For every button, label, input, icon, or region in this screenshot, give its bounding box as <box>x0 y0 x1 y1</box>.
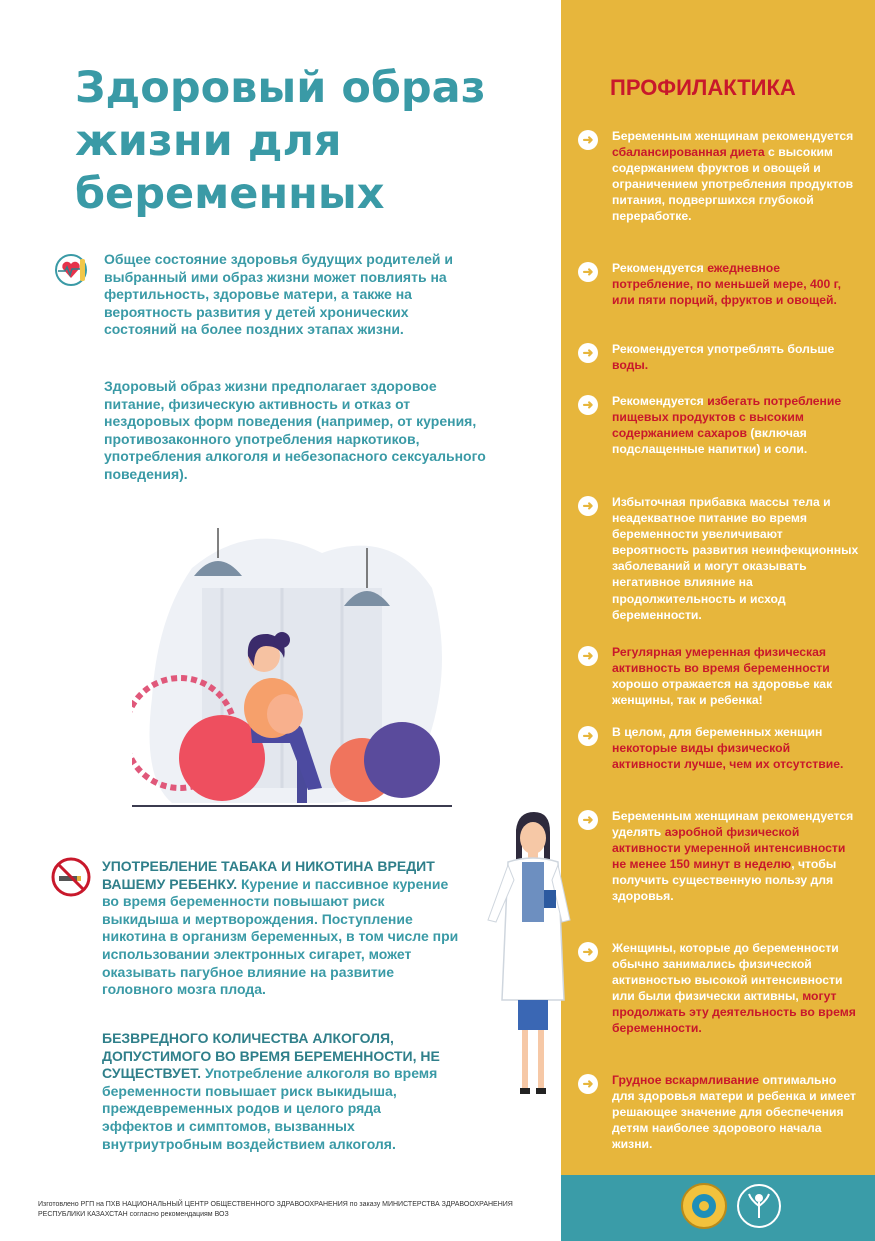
highlight-text: избегать потребление пищевых продуктов с высоким содержанием сахаров <box>612 394 842 441</box>
alcohol-heading: БЕЗВРЕДНОГО КОЛИЧЕСТВА АЛКОГОЛЯ, ДОПУСТИМОГО ВО ВРЕМЯ БЕРЕМЕННОСТИ, НЕ СУЩЕСТВУЕТ. <box>102 1030 440 1082</box>
prevention-item-text <box>612 808 862 905</box>
item-text: Беременным женщинам рекомендуется <box>612 129 854 143</box>
arrow-icon: ➜ <box>578 262 598 282</box>
health-center-logo-icon <box>735 1182 783 1230</box>
tobacco-body: Курение и пассивное курение во время беременности повышают риск выкидыша и мертворождения. Поступление никотина в организм беременных, в том числе при использовании электронных сигарет, может оказывать пагубное влияние на развитие головного мозга плода. <box>102 875 459 998</box>
prevention-item-text <box>612 341 862 373</box>
item-text: Рекомендуется <box>612 394 708 408</box>
arrow-icon: ➜ <box>578 1074 598 1094</box>
highlight-text: аэробной физической активности умеренной интенсивности не менее 150 минут в неделю <box>612 825 846 872</box>
arrow-icon: ➜ <box>578 395 598 415</box>
highlight-text: сбалансированная диета <box>612 145 765 160</box>
intro-paragraph-1: Общее состояние здоровья будущих родителей и выбранный ими образ жизни может повлиять на фертильность, здоровье матери, а также на вероятность развития у детей хронических состояний на более поздних этапах жизни. <box>104 251 453 338</box>
pregnant-woman-fitball-illustration <box>132 528 452 818</box>
tobacco-paragraph <box>102 858 460 999</box>
item-text: Женщины, которые до беременности обычно занимались физической активностью высокой интенсивности или были физически активны, <box>612 941 843 1004</box>
tobacco-heading: УПОТРЕБЛЕНИЕ ТАБАКА И НИКОТИНА ВРЕДИТ ВАШЕМУ РЕБЕНКУ. <box>102 858 435 892</box>
prevention-item-text <box>612 644 862 708</box>
item-text: Беременным женщинам рекомендуется уделять <box>612 809 854 840</box>
arrow-icon: ➜ <box>578 130 598 150</box>
prevention-item-text <box>612 393 862 457</box>
item-text: Рекомендуется <box>612 261 708 275</box>
prevention-item-text <box>612 260 862 308</box>
prevention-item-text <box>612 128 862 225</box>
prevention-title: ПРОФИЛАКТИКА <box>610 75 796 100</box>
highlight-text: некоторые виды физической активности лучше, чем их отсутствие. <box>612 741 844 772</box>
highlight-text: ежедневное потребление, по меньшей мере, 400 г, или пяти порций, фруктов и овощей. <box>612 261 842 308</box>
no-smoking-icon <box>50 856 92 898</box>
item-text: (включая подслащенные напитки) и соли. <box>612 426 808 457</box>
arrow-icon: ➜ <box>578 810 598 830</box>
highlight-text: Грудное вскармливание <box>612 1073 760 1087</box>
alcohol-paragraph <box>102 1030 442 1153</box>
heart-scale-icon <box>54 253 88 287</box>
page-title: Здоровый образ жизни для беременных <box>75 63 486 219</box>
item-text: Рекомендуется употреблять больше <box>612 342 835 356</box>
highlight-text: могут продолжать эту деятельность во время беременности. <box>612 989 856 1036</box>
item-text: , чтобы получить существенную пользу для здоровья. <box>612 857 837 904</box>
item-text: хорошо отражается на здоровье как женщины, так и ребенка! <box>612 677 833 708</box>
footer-note: Изготовлено РГП на ПХВ НАЦИОНАЛЬНЫЙ ЦЕНТР ОБЩЕСТВЕННОГО ЗДРАВООХРАНЕНИЯ по заказу МИНИСТЕРСТВА ЗДРАВООХРАНЕНИЯ РЕСПУБЛИКИ КАЗАХСТАН согласно рекомендациям ВОЗ <box>38 1201 513 1218</box>
kazakhstan-emblem-icon <box>680 1182 728 1230</box>
item-text: В целом, для беременных женщин <box>612 725 823 739</box>
intro-paragraph-2: Здоровый образ жизни предполагает здоровое питание, физическую активность и отказ от нездоровых форм поведения (например, от курения, противозаконного употребления наркотиков, употребления алкоголя и небезопасного сексуального поведения). <box>104 378 486 482</box>
highlight-text: Регулярная умеренная физическая активность во время беременности <box>612 645 830 676</box>
arrow-icon: ➜ <box>578 942 598 962</box>
item-text: Избыточная прибавка массы тела и неадекватное питание во время беременности увеличивают вероятность развития неинфекционных заболеваний и могут оказывать негативное влияние на продолжительность и исход беременности. <box>612 495 859 622</box>
arrow-icon: ➜ <box>578 496 598 516</box>
prevention-item-text <box>612 940 862 1037</box>
arrow-icon: ➜ <box>578 343 598 363</box>
item-text: с высоким содержанием фруктов и овощей и ограничением употребления продуктов питания, подвергшихся глубокой переработке. <box>612 145 854 224</box>
highlight-text: воды. <box>612 358 649 373</box>
prevention-item-text <box>612 1072 862 1152</box>
prevention-item-text <box>612 724 862 772</box>
prevention-item-text <box>612 494 862 623</box>
item-text: оптимально для здоровья матери и ребенка и имеет решающее значение для обеспечения детям наиболее здорового начала жизни. <box>612 1073 856 1152</box>
arrow-icon: ➜ <box>578 646 598 666</box>
alcohol-body: Употребление алкоголя во время беременности повышает риск выкидыша, преждевременных родов и целого ряда эффектов и симптомов, вызванных внутриутробным воздействием алкоголя. <box>102 1065 438 1152</box>
arrow-icon: ➜ <box>578 726 598 746</box>
doctor-woman-illustration <box>478 810 583 1100</box>
